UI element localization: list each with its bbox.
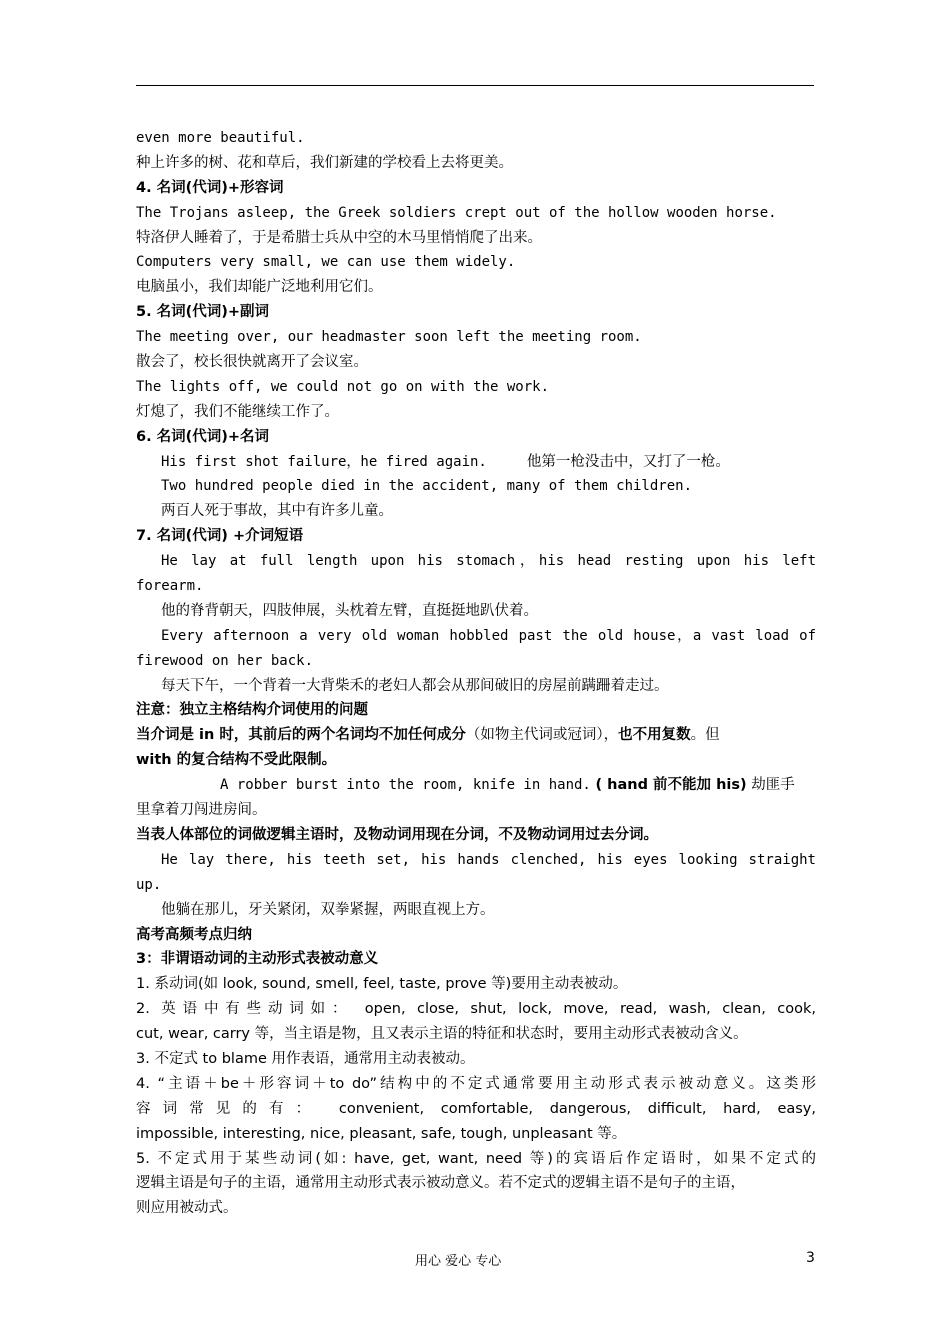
page-number: 3 — [806, 1250, 815, 1266]
header-rule — [136, 85, 814, 86]
text-span: 。但 — [690, 727, 720, 744]
text-span: His first shot failure，he fired again. — [161, 453, 487, 470]
text-line: 则应用被动式。 — [136, 1200, 238, 1217]
section-heading: 3：非谓语动词的主动形式表被动意义 — [136, 951, 379, 968]
text-line: even more beautiful. — [136, 130, 305, 146]
text-span: 当介词是 in 时，其前后的两个名词均不加任何成分 — [136, 727, 466, 744]
text-span: A robber burst into the room, knife in hand. — [220, 777, 591, 794]
text-line: He lay at full length upon his stomach，his head resting upon his left — [161, 553, 816, 570]
text-span: 劫匪手 — [751, 777, 795, 794]
note-heading: 注意：独立主格结构介词使用的问题 — [136, 702, 368, 719]
text-line: The lights off, we could not go on with the work. — [136, 378, 550, 395]
text-line: forearm. — [136, 578, 204, 595]
text-line: 3. 不定式 to blame 用作表语，通常用主动表被动。 — [136, 1050, 475, 1067]
section-heading: 6. 名词(代词)+名词 — [136, 428, 270, 445]
text-line: 2. 英语中有些动词如： open, close, shut, lock, move, read, wash, clean, cook, — [136, 1001, 816, 1018]
text-line: up. — [136, 876, 162, 893]
text-line: 每天下午，一个背着一大背柴禾的老妇人都会从那间破旧的房屋前蹒跚着走过。 — [161, 677, 669, 694]
text-span: （如物主代词或冠词）， — [465, 727, 619, 744]
text-line: 逻辑主语是句子的主语，通常用主动形式表示被动意义。若不定式的逻辑主语不是句子的主语， — [136, 1175, 745, 1192]
text-span: 也不用复数 — [618, 727, 691, 744]
text-line: with 的复合结构不受此限制。 — [136, 752, 337, 769]
text-line: Two hundred people died in the accident, many of them children. — [161, 478, 693, 495]
text-line: 散会了，校长很快就离开了会议室。 — [136, 354, 368, 371]
text-span: 他第一枪没击中，又打了一枪。 — [526, 453, 730, 470]
text-line — [136, 773, 816, 798]
text-line — [136, 450, 816, 475]
text-line: 容词常见的有： convenient, comfortable, dangerous, difficult, hard, easy, — [136, 1100, 816, 1117]
text-line: The Trojans asleep, the Greek soldiers crept out of the hollow wooden horse. — [136, 204, 777, 221]
footer-text: 用心 爱心 专心 — [415, 1254, 502, 1269]
text-line: 他躺在那儿，牙关紧闭，双拳紧握，两眼直视上方。 — [161, 901, 495, 918]
text-line: 里拿着刀闯进房间。 — [136, 802, 267, 819]
text-line: The meeting over, our headmaster soon left the meeting room. — [136, 329, 642, 346]
text-line: Every afternoon a very old woman hobbled past the old house，a vast load of — [161, 627, 816, 644]
text-line: 种上许多的树、花和草后，我们新建的学校看上去将更美。 — [136, 154, 513, 171]
text-line: 灯熄了，我们不能继续工作了。 — [136, 403, 339, 420]
text-line: 4. “主语＋be＋形容词＋to do”结构中的不定式通常要用主动形式表示被动意义。这类形 — [136, 1075, 816, 1092]
text-span: ( hand 前不能加 his) — [595, 777, 747, 794]
text-line: Computers very small, we can use them widely. — [136, 254, 516, 271]
text-line: 两百人死于事故，其中有许多儿童。 — [161, 503, 393, 520]
text-line: 特洛伊人睡着了，于是希腊士兵从中空的木马里悄悄爬了出来。 — [136, 229, 542, 246]
text-line: firewood on her back. — [136, 652, 314, 669]
text-line: 他的脊背朝天，四肢伸展，头枕着左臂，直挺挺地趴伏着。 — [161, 602, 538, 619]
page-footer — [0, 1250, 950, 1270]
text-line: He lay there, his teeth set, his hands clenched, his eyes looking straight — [161, 851, 816, 868]
section-heading: 7. 名词(代词) +介词短语 — [136, 528, 304, 545]
text-line: impossible, interesting, nice, pleasant, safe, tough, unpleasant 等。 — [136, 1125, 627, 1142]
section-heading: 高考高频考点归纳 — [136, 926, 252, 943]
text-line: 电脑虽小，我们却能广泛地利用它们。 — [136, 279, 383, 296]
section-heading: 4. 名词(代词)+形容词 — [136, 179, 284, 196]
page-body — [136, 126, 816, 1221]
text-line: 5. 不定式用于某些动词(如: have, get, want, need 等)的宾语后作定语时，如果不定式的 — [136, 1150, 816, 1167]
text-line — [136, 723, 816, 748]
text-line: 当表人体部位的词做逻辑主语时，及物动词用现在分词，不及物动词用过去分词。 — [136, 826, 658, 843]
text-line: cut, wear, carry 等，当主语是物，且又表示主语的特征和状态时，要用主动形式表被动含义。 — [136, 1026, 748, 1043]
text-line: 1. 系动词(如 look, sound, smell, feel, taste, prove 等)要用主动表被动。 — [136, 976, 628, 993]
section-heading: 5. 名词(代词)+副词 — [136, 304, 270, 321]
